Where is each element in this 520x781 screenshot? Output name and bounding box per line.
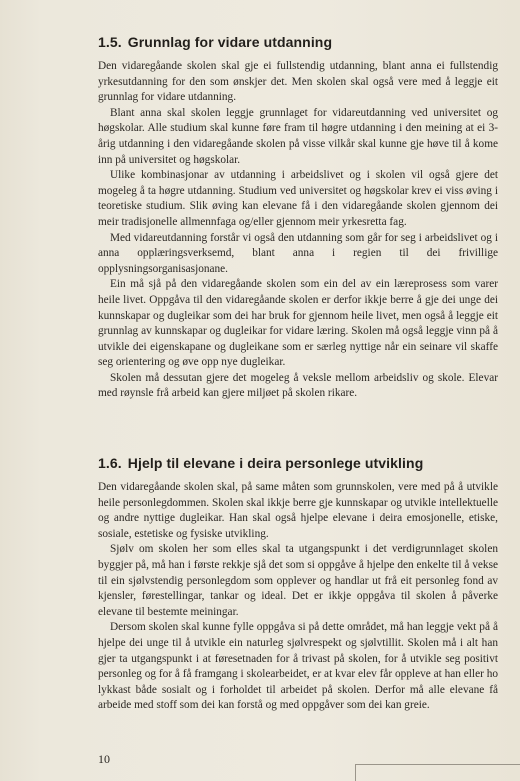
section-title: Hjelp til elevane i deira personlege utvikling (127, 455, 424, 471)
page-number: 10 (98, 752, 110, 766)
scan-edge-line (355, 764, 356, 781)
paragraph: Blant anna skal skolen leggje grunnlaget for vidareutdanning ved universitet og høgskolar. Alle studium skal kunne føre fram til høgre utdanning i den meining at ei 3-årig utdanning i den vidaregåande skolen på visse vilkår skal kunne gje høve til å kome inn på universitet og høgskolar. (98, 106, 498, 166)
section-1-5 (98, 34, 498, 402)
paragraph: Med vidareutdanning forstår vi også den utdanning som går for seg i arbeidslivet og i anna opplæringsverksemd, blant anna i regien til dei frivillige opplysningsorganisasjonane. (98, 231, 498, 275)
paragraph: Dersom skolen skal kunne fylle oppgåva si på dette området, må han leggje vekt på å hjelpe dei unge til å utvikle ein naturleg sjølvrespekt og sjølvtillit. Skolen må i alt han gjer ta utgangspunkt i at føresetnaden for å trivast på skolen, for å utvikle seg positivt personleg og for å få framgang i skolearbeidet, er at kvar elev får oppleve at han eller ho lykkast både sosialt og i forholdet til arbeidet på skolen. Derfor må alle elevane få arbeide med stoff som dei kan forstå og med oppgåver som dei kan greie. (98, 621, 498, 712)
paragraph: Ein må sjå på den vidaregåande skolen som ein del av ein læreprosess som varer heile livet. Oppgåva til den vidaregåande skolen er derfor ikkje berre å gje dei unge dei kunnskapar og dugleikar som dei har bruk for gjennom heile livet, men også å leggje eit grunnlag av kunnskapar og dugleikar for vidare læring. Skolen må også leggje vinn på å utvikle dei eigenskapane og dugleikane som er særleg nyttige når ein seinare vil skaffe seg orientering og øve opp nye dugleikar. (98, 278, 498, 369)
section-heading (98, 34, 498, 50)
paragraph: Den vidaregåande skolen skal, på same måten som grunnskolen, vere med på å utvikle heile personlegdommen. Skolen skal ikkje berre gje kunnskapar og utvikle intellektuelle og andre nyttige dugleikar. Han skal også hjelpe elevane i deira emosjonelle, etiske, sosiale, estetiske og fysiske utvikling. (98, 481, 498, 540)
paragraph: Den vidaregåande skolen skal gje ei fullstendig utdanning, blant anna ei fullstendig yrkesutdanning for den som ønskjer det. Men skolen skal også vere med å leggje eit grunnlag for vidare utdanning. (98, 60, 498, 104)
scan-edge-line (355, 764, 520, 765)
section-number: 1.6. (98, 455, 122, 471)
paragraph: Ulike kombinasjonar av utdanning i arbeidslivet og i skolen vil også gjere det mogeleg å ta høgre utdanning. Studium ved universitet og høgskolar krev ei viss øving i teoretiske studium. Slik øving kan elevane få i den vidaregåande skolen gjennom dei meir tradisjonelle allmennfaga og/eller gjennom meir yrkesretta fag. (98, 169, 498, 228)
section-1-6 (98, 455, 498, 714)
paragraph: Skolen må dessutan gjere det mogeleg å veksle mellom arbeidsliv og skole. Elevar med røynsle frå arbeid kan gjere miljøet på skolen rikare. (98, 371, 498, 400)
paragraph: Sjølv om skolen her som elles skal ta utgangspunkt i det verdigrunnlaget skolen byggjer på, må han i første rekkje sjå det som si oppgåve å hjelpe den enkelte til å vekse til ein sjølvstendig personlegdom som opplever og handlar ut frå eit personleg fond av kjensler, førestellingar, tankar og ideal. Det er ikkje oppgåva til skolen å påverke elevane til bestemte meiningar. (98, 543, 498, 618)
section-title: Grunnlag for vidare utdanning (127, 34, 333, 50)
section-heading (98, 455, 498, 471)
section-number: 1.5. (98, 34, 122, 50)
